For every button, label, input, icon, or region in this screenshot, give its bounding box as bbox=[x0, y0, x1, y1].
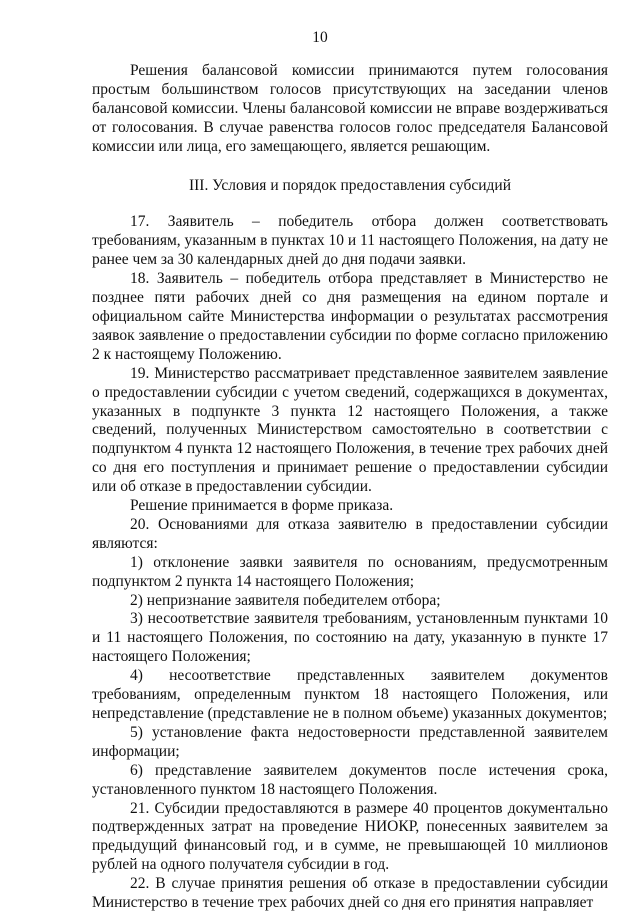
paragraph-20-item-3: 3) несоответствие заявителя требованиям, установленным пунктами 10 и 11 настоящего Положения, по состоянию на дату, указанную в пункте 17 настоящего Положения; bbox=[92, 610, 608, 666]
paragraph-20-item-4: 4) несоответствие представленных заявителем документов требованиям, определенным пунктом 18 настоящего Положения, или непредставление (представление не в полном объеме) указанных документов; bbox=[92, 667, 608, 722]
paragraph-20-item-1: 1) отклонение заявки заявителя по основаниям, предусмотренным подпунктом 2 пункта 14 настоящего Положения; bbox=[92, 553, 608, 590]
paragraph-20: 20. Основаниями для отказа заявителю в предоставлении субсидии являются: bbox=[92, 515, 608, 552]
paragraph-22: 22. В случае принятия решения об отказе в предоставлении субсидии Министерство в течение трех рабочих дней со дня его принятия направляет bbox=[92, 875, 608, 912]
paragraph-commission-voting: Решения балансовой комиссии принимаются путем голосования простым большинством голосов присутствующих на заседании членов балансовой комиссии. Члены балансовой комиссии не вправе воздерживаться от голосования. В случае равенства голосов голос председателя Балансовой комиссии или лица, его замещающего, является решающим. bbox=[92, 62, 608, 155]
paragraph-21: 21. Субсидии предоставляются в размере 40 процентов документально подтвержденных затрат на проведение НИОКР, понесенных заявителем за предыдущий финансовый год, и в сумме, не превышающей 10 миллионов рублей на одного получателя субсидии в год. bbox=[92, 799, 608, 874]
paragraph-20-item-2: 2) непризнание заявителя победителем отбора; bbox=[130, 591, 441, 609]
paragraph-20-item-5: 5) установление факта недостоверности представленной заявителем информации; bbox=[92, 723, 608, 760]
paragraph-20-item-6: 6) представление заявителем документов после истечения срока, установленного пунктом 18 настоящего Положения. bbox=[92, 761, 608, 798]
paragraph-19: 19. Министерство рассматривает представленное заявителем заявление о предоставлении субсидии с учетом сведений, содержащихся в документах, указанных в подпункте 3 пункта 12 настоящего Положения, а также сведений, полученных Министерством самостоятельно в соответствии с подпунктом 4 пункта 12 настоящего Положения, в течение трех рабочих дней со дня его поступления и принимает решение о предоставлении субсидии или об отказе в предоставлении субсидии. bbox=[92, 364, 608, 496]
document-body bbox=[92, 62, 608, 913]
section-heading: III. Условия и порядок предоставления субсидий bbox=[188, 176, 511, 194]
paragraph-17: 17. Заявитель – победитель отбора должен соответствовать требованиям, указанным в пунктах 10 и 11 настоящего Положения, на дату не ранее чем за 30 календарных дней до дня подачи заявки. bbox=[92, 213, 608, 269]
paragraph-18: 18. Заявитель – победитель отбора представляет в Министерство не позднее пяти рабочих дней со дня размещения на едином портале и официальном сайте Министерства информации о результатах рассмотрения заявок заявление о предоставлении субсидии по форме согласно приложению 2 к настоящему Положению. bbox=[92, 270, 608, 363]
paragraph-19-order: Решение принимается в форме приказа. bbox=[130, 497, 394, 515]
page-number: 10 bbox=[312, 29, 328, 46]
